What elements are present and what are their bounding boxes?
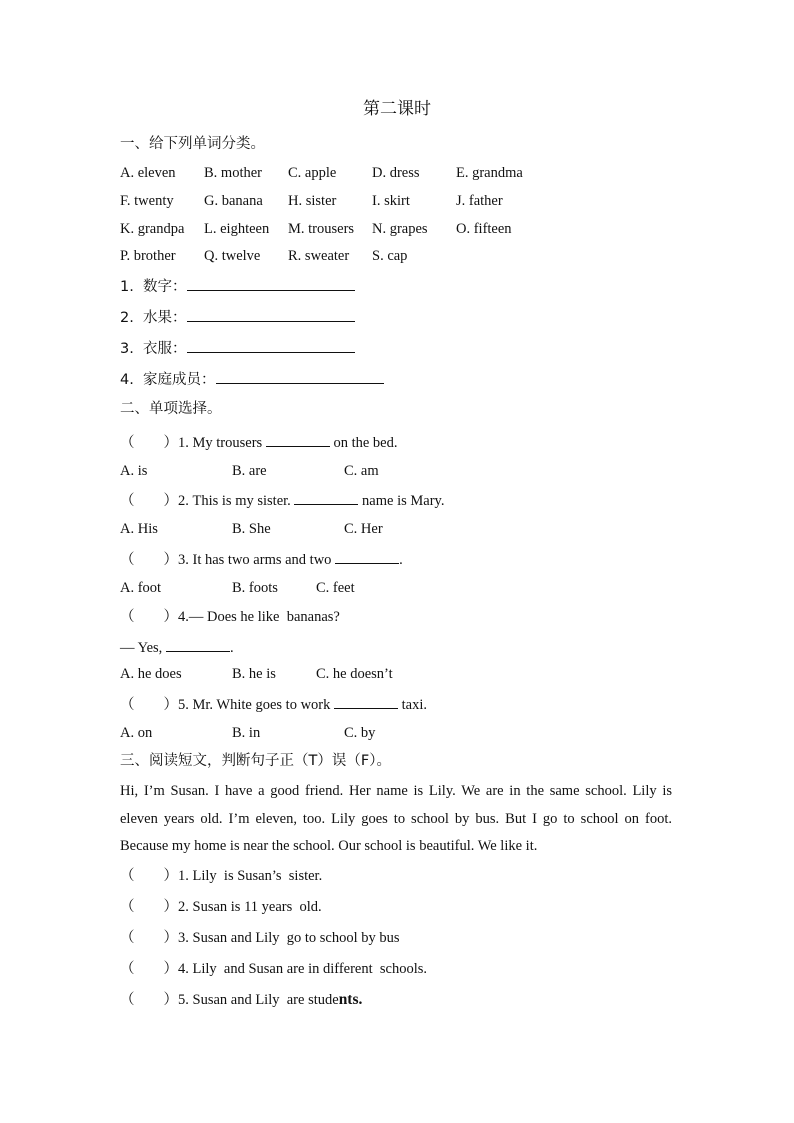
category-line [120,307,355,327]
option-row [120,462,520,480]
option-row [120,579,520,597]
stem-text: name is Mary. [358,493,445,509]
answer-blank[interactable] [335,549,399,564]
word-item: I. skirt [372,193,410,209]
option[interactable]: A. on [120,725,153,741]
option-row [120,665,520,683]
question-stem: （ ）4.— Does he like bananas? [120,609,340,625]
category-label: 1. 数字： [120,279,187,295]
statement: （ ）3. Susan and Lily go to school by bus [120,930,400,946]
stem-text: on the bed. [329,435,398,451]
question-stem [120,549,403,569]
word-item: J. father [456,193,503,209]
category-label: 4. 家庭成员： [120,372,216,388]
section3-heading: 三、阅读短文，判断句子正（T）误（F）。 [120,753,391,769]
word-item: Q. twelve [204,248,261,264]
answer-blank[interactable] [294,490,358,505]
option[interactable]: B. he is [232,666,276,682]
option[interactable]: C. Her [344,521,383,537]
question-stem [120,694,427,714]
category-line [120,276,355,296]
stem-text: taxi. [398,697,427,713]
stem-text: （ ）1. My trousers [120,435,266,451]
option[interactable]: A. he does [120,666,182,682]
question-stem [120,432,397,452]
word-item: G. banana [204,193,263,209]
category-label: 3. 衣服： [120,341,187,357]
word-item: C. apple [288,165,337,181]
option[interactable]: B. foots [232,580,278,596]
statement: （ ）1. Lily is Susan’s sister. [120,868,323,884]
option[interactable]: B. in [232,725,261,741]
option[interactable]: B. She [232,521,271,537]
option[interactable]: A. His [120,521,158,537]
question-stem [120,490,444,510]
category-line [120,338,355,358]
word-item: A. eleven [120,165,176,181]
statement-text-bold: nts. [338,991,363,1008]
stem-text: （ ）3. It has two arms and two [120,552,336,568]
word-row [120,247,540,265]
stem-text: （ ）2. This is my sister. [120,493,295,509]
option-row [120,724,520,742]
statement: （ ）4. Lily and Susan are in different schools. [120,961,427,977]
word-item: O. fifteen [456,221,512,237]
answer-blank[interactable] [266,432,330,447]
word-item: L. eighteen [204,221,270,237]
word-item: H. sister [288,193,337,209]
stem-text: . [399,552,403,568]
reading-passage: Hi, I’m Susan. I have a good friend. Her name is Lily. We are in the same school. Lily is eleven years old. I’m eleven, too. Lily goes to school by bus. But I go to school on foot. Because my home is near the school. Our school is beautiful. We like it. [120,783,672,854]
word-item: E. grandma [456,165,523,181]
statement [120,991,362,1009]
word-row [120,164,540,182]
category-label: 2. 水果： [120,310,187,326]
option[interactable]: B. are [232,463,267,479]
statement: （ ）2. Susan is 11 years old. [120,899,322,915]
category-line [120,369,384,389]
word-item: M. trousers [288,221,355,237]
option[interactable]: C. am [344,463,379,479]
answer-blank[interactable] [166,637,230,652]
section1-heading: 一、给下列单词分类。 [120,136,265,152]
word-item: B. mother [204,165,262,181]
answer-blank[interactable] [187,307,355,322]
stem-text: . [229,640,234,656]
answer-blank[interactable] [216,369,384,384]
section2-heading: 二、单项选择。 [120,401,222,417]
answer-blank[interactable] [334,694,398,709]
answer-blank[interactable] [187,276,355,291]
word-item: N. grapes [372,221,428,237]
word-item: R. sweater [288,248,350,264]
word-item: P. brother [120,248,176,264]
option[interactable]: C. feet [316,580,355,596]
option[interactable]: C. by [344,725,376,741]
option[interactable]: A. is [120,463,148,479]
word-item: F. twenty [120,193,174,209]
word-row [120,192,540,210]
word-row [120,220,540,238]
page-title: 第二课时 [363,99,431,119]
stem-text: （ ）5. Mr. White goes to work [120,697,334,713]
word-item: K. grandpa [120,221,185,237]
statement-text: （ ）5. Susan and Lily are stude [120,992,339,1008]
option-row [120,520,520,538]
option[interactable]: A. foot [120,580,162,596]
stem-text: — Yes, [120,640,166,656]
word-item: S. cap [372,248,408,264]
option[interactable]: C. he doesn’t [316,666,393,682]
answer-blank[interactable] [187,338,355,353]
word-item: D. dress [372,165,420,181]
question-answer-line [120,637,234,657]
